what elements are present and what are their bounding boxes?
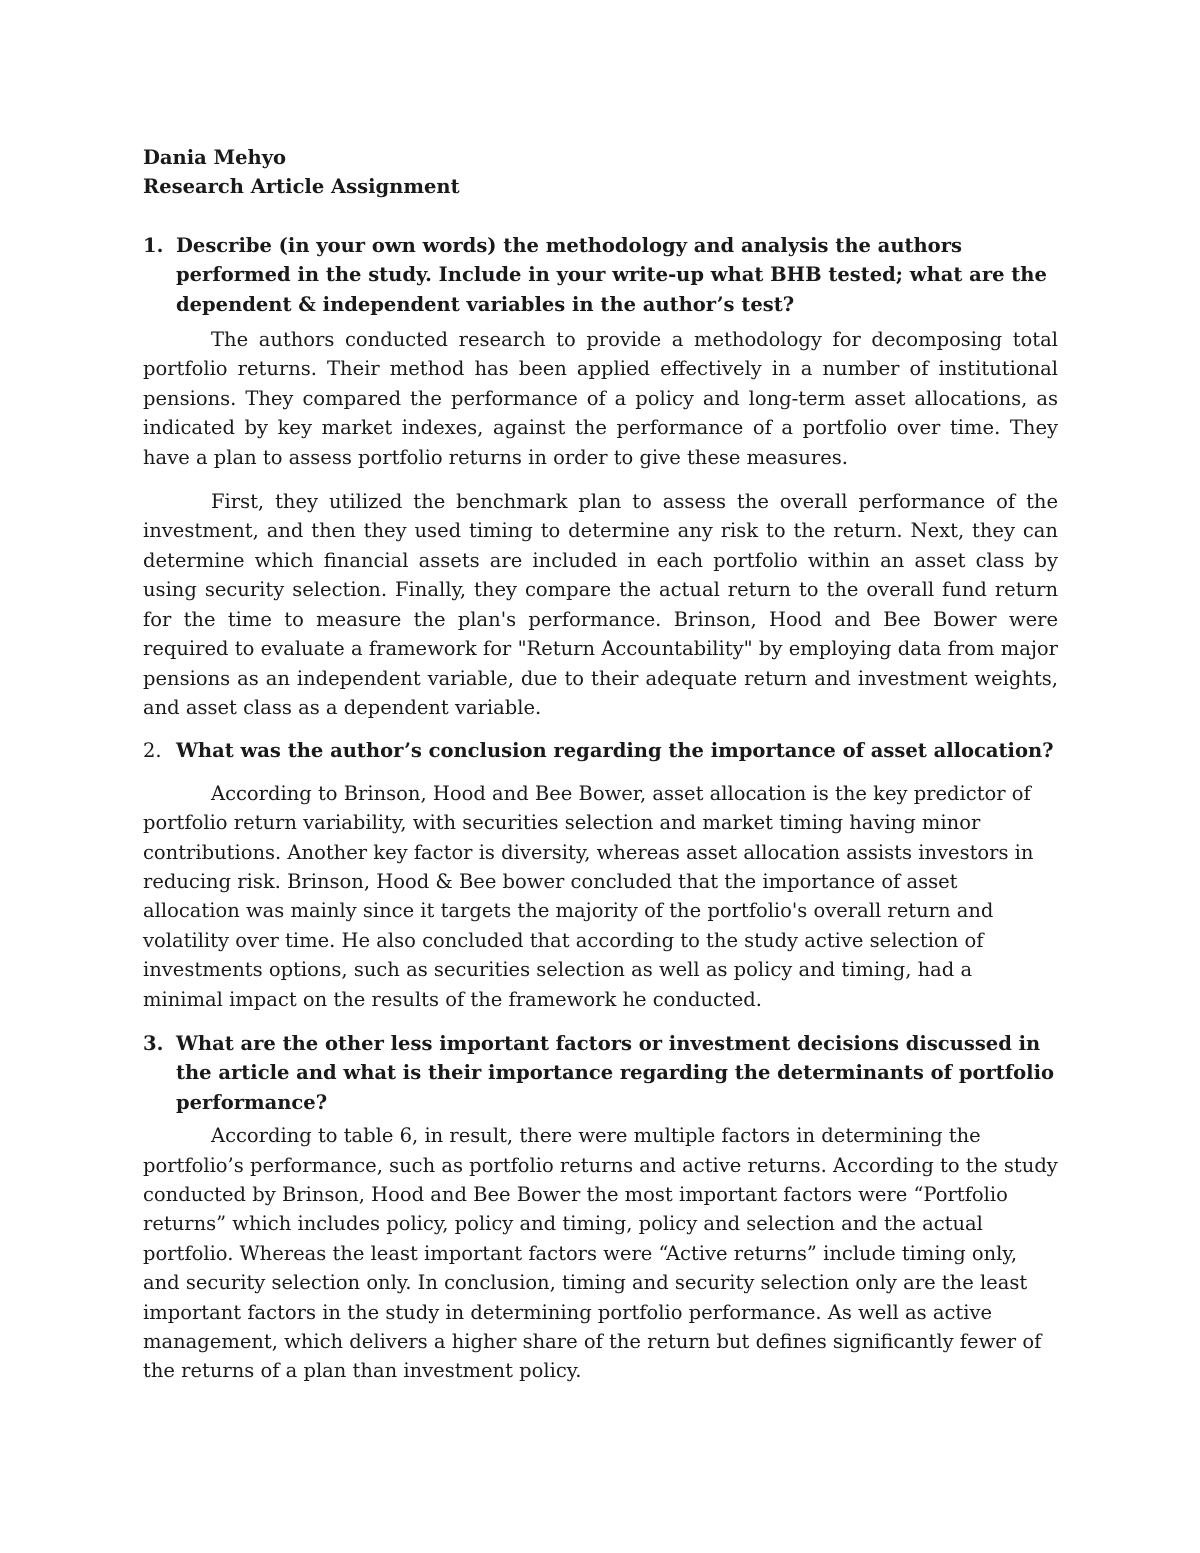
question-2-number: 2. [143,739,162,763]
question-2-text: What was the author’s conclusion regarding the importance of asset allocation? [176,739,1054,763]
answer-2 [143,779,1058,1014]
assignment-title: Research Article Assignment [143,175,460,199]
question-3-number: 3. [143,1031,164,1055]
answer-1-paragraph-1: The authors conducted research to provide a methodology for decomposing total portfolio returns. Their method has been applied effectively in a number of institutional pensions. They compared the performance of a policy and long-term asset allocations, as indicated by key market indexes, against the performance of a portfolio over time. They have a plan to assess portfolio returns in order to give these measures. [143,328,1058,469]
document-body [143,143,1058,1386]
question-1-text: Describe (in your own words) the methodology and analysis the authors performed in the study. Include in your write-up what BHB tested; what are the dependent & independent variables in the author’s test? [176,233,1047,316]
answer-2-paragraph-1: According to Brinson, Hood and Bee Bower, asset allocation is the key predictor of portfolio return variability, with securities selection and market timing having minor contributions. Another key factor is diversity, whereas asset allocation assists investors in reducing risk. Brinson, Hood & Bee bower concluded that the importance of asset allocation was mainly since it targets the majority of the portfolio's overall return and volatility over time. He also concluded that according to the study active selection of investments options, such as securities selection as well as policy and timing, had a minimal impact on the results of the framework he conducted. [143,781,1034,1011]
question-2 [143,736,1058,765]
answer-1-paragraph-2: First, they utilized the benchmark plan to assess the overall performance of the investment, and then they used timing to determine any risk to the return. Next, they can determine which financial assets are included in each portfolio within an asset class by using security selection. Finally, they compare the actual return to the overall fund return for the time to measure the plan's performance. Brinson, Hood and Bee Bower were required to evaluate a framework for "Return Accountability" by employing data from major pensions as an independent variable, due to their adequate return and investment weights, and asset class as a dependent variable. [143,490,1058,719]
author-name: Dania Mehyo [143,146,287,169]
document-header [143,143,1058,202]
answer-3 [143,1121,1058,1386]
question-1-number: 1. [143,233,164,257]
question-1 [143,231,1058,319]
answer-3-paragraph-1: According to table 6, in result, there were multiple factors in determining the portfolio’s performance, such as portfolio returns and active returns. According to the study conducted by Brinson, Hood and Bee Bower the most important factors were “Portfolio returns” which includes policy, policy and timing, policy and selection and the actual portfolio. Whereas the least important factors were “Active returns” include timing only, and security selection only. In conclusion, timing and security selection only are the least important factors in the study in determining portfolio performance. As well as active management, which delivers a higher share of the return but defines significantly fewer of the returns of a plan than investment policy. [143,1124,1058,1383]
question-3 [143,1029,1058,1117]
question-3-text: What are the other less important factors or investment decisions discussed in the article and what is their importance regarding the determinants of portfolio performance? [176,1031,1054,1114]
answer-1 [143,325,1058,722]
